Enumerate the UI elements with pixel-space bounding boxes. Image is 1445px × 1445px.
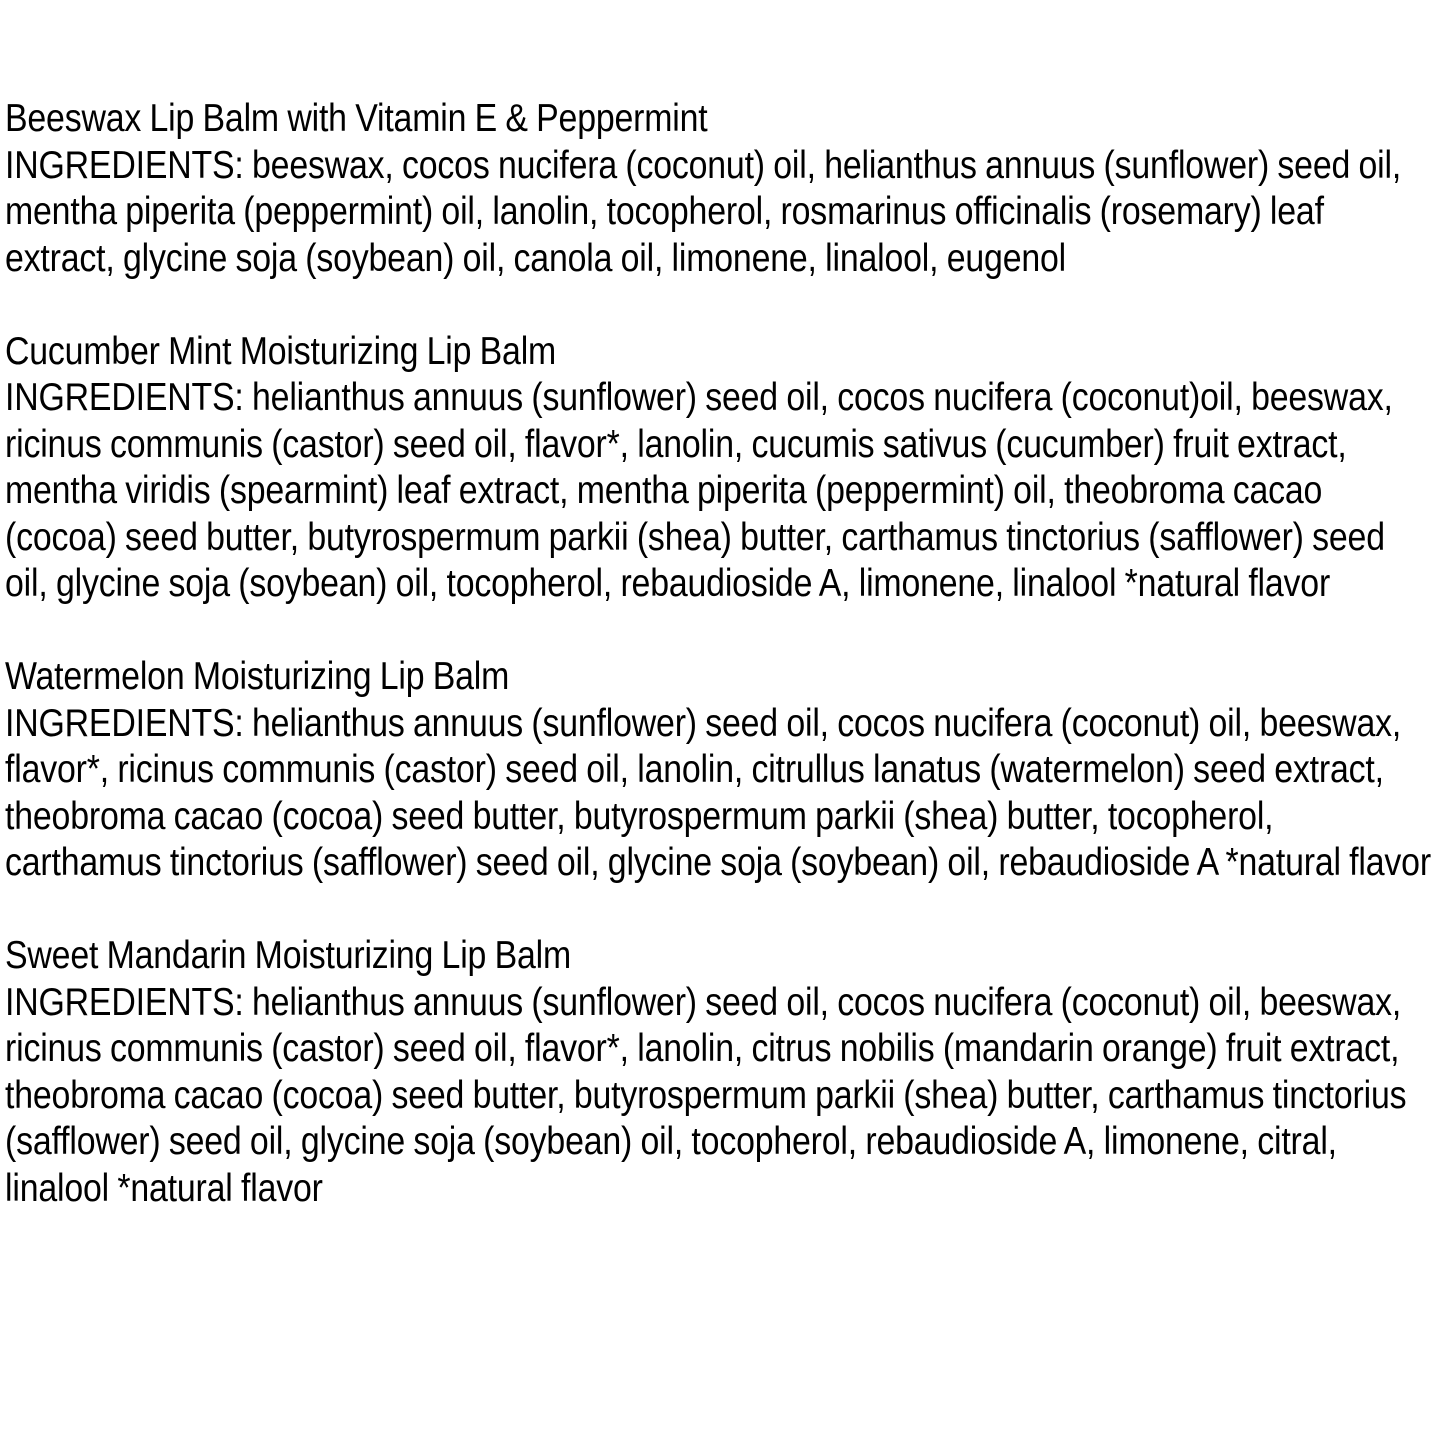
text-column xyxy=(5,96,1433,1212)
product-title: Beeswax Lip Balm with Vitamin E & Peppermint xyxy=(5,97,708,140)
product-title: Cucumber Mint Moisturizing Lip Balm xyxy=(5,329,557,373)
product-block-watermelon xyxy=(5,654,1433,887)
product-ingredients: INGREDIENTS: helianthus annuus (sunflower) seed oil, cocos nucifera (coconut) oil, beeswax, ricinus communis (castor) seed oil, flavor*, lanolin, citrus nobilis (mandarin orange) fruit extract, theobroma cacao (cocoa) seed butter, butyrospermum parkii (shea) butter, carthamus tinctorius (safflower) seed oil, glycine soja (soybean) oil, tocopherol, rebaudioside A, limonene, citral, linalool *natural flavor xyxy=(5,980,1415,1210)
product-ingredients: INGREDIENTS: beeswax, cocos nucifera (coconut) oil, helianthus annuus (sunflower) seed oil, mentha piperita (peppermint) oil, lanolin, tocopherol, rosmarinus officinalis (rosemary) leaf extract, glycine soja (soybean) oil, canola oil, limonene, linalool, eugenol xyxy=(5,143,1410,280)
product-ingredients: INGREDIENTS: helianthus annuus (sunflower) seed oil, cocos nucifera (coconut)oil, beeswax, ricinus communis (castor) seed oil, flavor*, lanolin, cucumis sativus (cucumber) fruit extract, mentha viridis (spearmint) leaf extract, mentha piperita (peppermint) oil, theobroma cacao (cocoa) seed butter, butyrospermum parkii (shea) butter, carthamus tinctorius (safflower) seed oil, glycine soja (soybean) oil, tocopherol, rebaudioside A, limonene, linalool *natural flavor xyxy=(5,376,1402,605)
product-ingredients: INGREDIENTS: helianthus annuus (sunflower) seed oil, cocos nucifera (coconut) oil, beeswax, flavor*, ricinus communis (castor) seed oil, lanolin, citrullus lanatus (watermelon) seed extract, theobroma cacao (cocoa) seed butter, butyrospermum parkii (shea) butter, tocopherol, carthamus tinctorius (safflower) seed oil, glycine soja (soybean) oil, rebaudioside A *natural flavor xyxy=(5,701,1431,884)
product-block-beeswax xyxy=(5,96,1433,282)
product-title: Sweet Mandarin Moisturizing Lip Balm xyxy=(5,934,572,977)
product-block-cucumber-mint xyxy=(5,329,1433,608)
product-title: Watermelon Moisturizing Lip Balm xyxy=(5,655,510,698)
product-block-sweet-mandarin xyxy=(5,933,1433,1212)
